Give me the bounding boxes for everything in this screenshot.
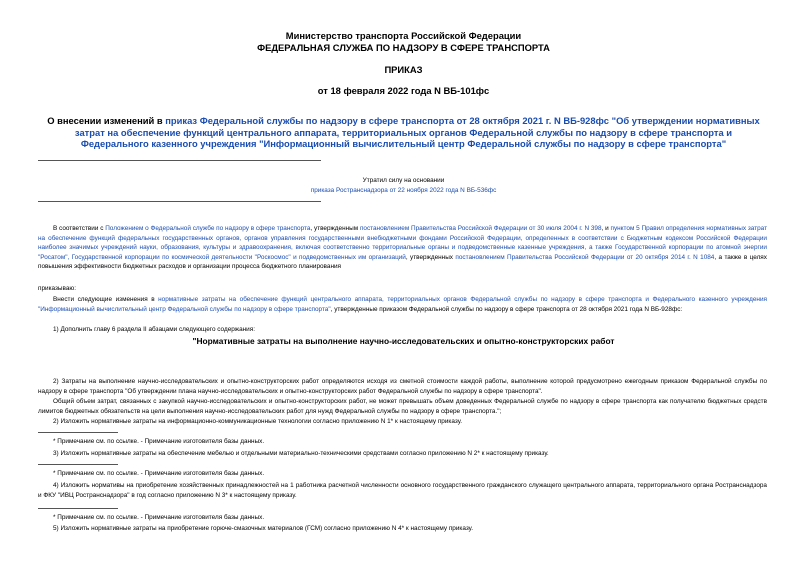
- service-name: ФЕДЕРАЛЬНАЯ СЛУЖБА ПО НАДЗОРУ В СФЕРЕ ТРАНСПОРТА: [257, 42, 550, 53]
- changes-paragraph: [38, 295, 767, 314]
- regulation-link[interactable]: Положением о Федеральной службе по надзору в сфере транспорта: [105, 225, 311, 232]
- footnote-divider: [38, 464, 118, 465]
- divider: [38, 201, 321, 202]
- decree-398-link[interactable]: постановлением Правительства Российской Федерации от 30 июля 2004 г. N 398: [359, 225, 602, 232]
- intro-text: , утвержденным: [310, 225, 360, 232]
- document-title: [40, 115, 767, 150]
- rules-link[interactable]: пунктом 5 Правил определения нормативных затрат на обеспечение функций федеральных государственных органов, органов управления государственными внебюджетными фондами Российской Федерации, определенных в соответствии с Бюджетным кодексом Российской Федерации наиболее значимых учреждений науки, образования, культуры и здравоохранения, включая соответственно территориальные органы и подведомственные казенные учреждения, а также Государственной корпорации по атомной энергии "Росатом", Государственной корпорации по космической деятельности "Роскосмос" и подведомственных им организаций: [38, 225, 767, 261]
- changes-text: Внести следующие изменения в: [53, 296, 159, 303]
- ministry-name: Министерство транспорта Российской Федерации: [285, 30, 522, 41]
- item-4: 4) Изложить нормативы на приобретение хозяйственных принадлежностей на 1 работника расчетной численности основного государственного гражданского служащего центрального аппарата, территориального органа Ространснадзора и ФКУ "ИВЦ Ространснадзора" в год согласно приложению N 3* к настоящему приказу.: [38, 482, 767, 499]
- title-link[interactable]: приказ Федеральной службы по надзору в сфере транспорта от 28 октября 2021 г. N ВБ-928фс "Об утверждении нормативных затрат на обеспечение функций центрального аппарата, территориальных органов Федеральной службы по надзору в сфере транспорта и Федерального казенного учреждения "Информационный вычислительный центр Федеральной службы по надзору в сфере транспорта": [74, 115, 760, 149]
- intro-text: В соответствии с: [53, 225, 106, 232]
- intro-paragraph: [38, 224, 767, 272]
- order-word: приказываю:: [38, 285, 76, 292]
- item-5: 5) Изложить нормативные затраты на приобретение горюче-смазочных материалов (ГСМ) согласно приложению N 4* к настоящему приказу.: [53, 525, 474, 532]
- changes-text: , утвержденные приказом Федеральной службы по надзору в сфере транспорта от 28 октября 2021 года N ВБ-928фс:: [330, 305, 683, 313]
- footnote-divider: [38, 508, 118, 509]
- intro-text: , а также в целях повышения эффективности бюджетных расходов и организации процесса бюджетного планирования: [38, 253, 767, 271]
- title-prefix: О внесении изменений в: [47, 115, 166, 126]
- norms-link[interactable]: нормативные затраты на обеспечение функций центрального аппарата, территориальных органов Федеральной службы по надзору в сфере транспорта и Федерального казенного учреждения "Информационный вычислительный центр Федеральной службы по надзору в сфере транспорта": [38, 296, 767, 313]
- item-2: 2) Изложить нормативные затраты на информационно-коммуникационные технологии согласно приложению N 1* к настоящему приказу.: [53, 418, 463, 425]
- item-3: 3) Изложить нормативные затраты на обеспечение мебелью и отдельными материально-техническими средствами согласно приложению N 2* к настоящему приказу.: [53, 450, 549, 457]
- item-1: 1) Дополнить главу 6 раздела II абзацами следующего содержания:: [53, 326, 255, 333]
- subheading: "Нормативные затраты на выполнение научно-исследовательских и опытно-конструкторских работ: [192, 336, 615, 346]
- divider: [38, 160, 321, 161]
- status-line: Утратил силу на основании: [362, 177, 445, 184]
- status-link[interactable]: [0, 186, 807, 196]
- document-type: ПРИКАЗ: [384, 64, 423, 75]
- footnote: * Примечание см. по ссылке. - Примечание изготовителя базы данных.: [53, 514, 265, 521]
- intro-text: , и: [601, 225, 611, 232]
- item-2-paragraph: 2) Затраты на выполнение научно-исследовательских и опытно-конструкторских работ определяются исходя из сметной стоимости каждой работы, выполнение которой предусмотрено ежегодным приказом Федеральной службы по надзору в сфере транспорта "Об утверждении плана научно-исследовательских и опытно-конструкторских работ Федеральной службы по надзору в сфере транспорта".: [38, 378, 767, 395]
- item-2-paragraph-2: Общий объем затрат, связанных с закупкой научно-исследовательских и опытно-конструкторских работ, не может превышать объем доведенных Федеральной службе по надзору в сфере транспорта как получателю бюджетных средств лимитов бюджетных обязательств на цели выполнения научно-исследовательских работ для нужд Федеральной службы по надзору в сфере транспорта.";: [38, 398, 767, 415]
- document-date-number: от 18 февраля 2022 года N ВБ-101фс: [317, 85, 490, 96]
- decree-1084-link[interactable]: постановлением Правительства Российской Федерации от 20 октября 2014 г. N 1084: [455, 253, 715, 261]
- footnote: * Примечание см. по ссылке. - Примечание изготовителя базы данных.: [53, 470, 265, 477]
- intro-text: , утвержденных: [405, 253, 456, 261]
- footnote-divider: [38, 432, 118, 433]
- repeal-order-link[interactable]: приказа Ространснадзора от 22 ноября 2022 года N ВБ-536фс: [310, 187, 497, 194]
- footnote: * Примечание см. по ссылке. - Примечание изготовителя базы данных.: [53, 438, 265, 445]
